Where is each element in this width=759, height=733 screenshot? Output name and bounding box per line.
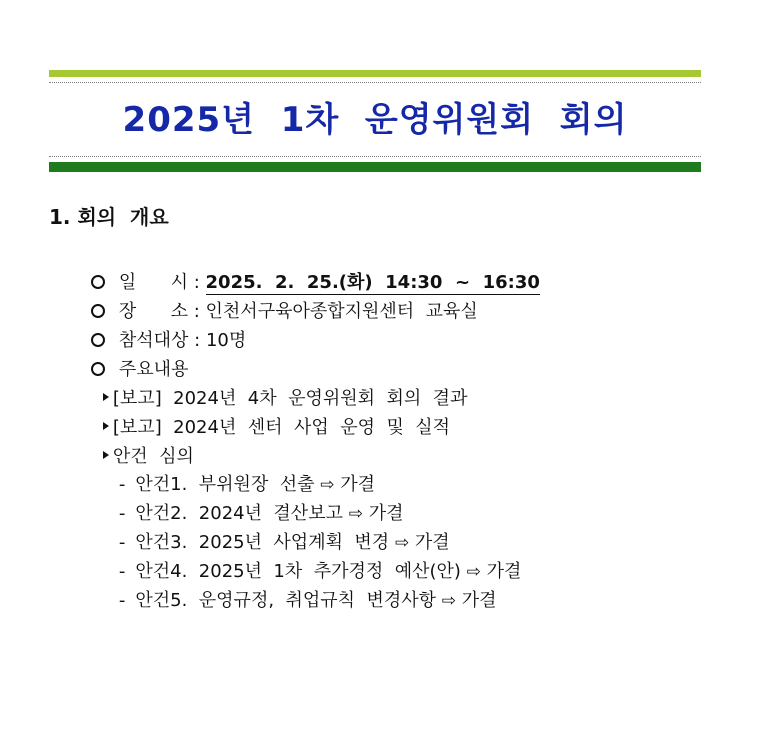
place-value: 인천서구육아종합지원센터 교육실 (205, 301, 478, 322)
right-arrow-icon: ⇨ (320, 475, 335, 495)
dash-bullet: - (118, 474, 126, 495)
header-bottom-bar (49, 162, 701, 172)
dash-bullet: - (118, 532, 126, 553)
place-label: 장 소 : (118, 301, 200, 322)
right-arrow-icon: ⇨ (441, 591, 457, 611)
section-heading: 1. 회의 개요 (49, 205, 169, 229)
report-text: [보고] 2024년 센터 사업 운영 및 실적 (112, 417, 451, 438)
agenda-item-label: 안건1. 부위원장 선출 (135, 474, 315, 495)
agenda-item-result: 가결 (340, 474, 376, 495)
header-dotted-line (49, 156, 701, 157)
report-text: 안건 심의 (112, 446, 194, 467)
agenda-item (96, 565, 497, 637)
agenda-item-result: 가결 (486, 561, 522, 582)
agenda-item-result: 가결 (461, 590, 497, 611)
page-title: 2025년 1차 운영위원회 회의 (122, 100, 628, 140)
header-dotted-line (49, 82, 701, 83)
attendees-label: 참석대상 : (118, 330, 201, 351)
dash-bullet: - (118, 590, 126, 611)
report-text: [보고] 2024년 4차 운영위원회 회의 결과 (112, 388, 468, 409)
dash-bullet: - (118, 561, 126, 582)
agenda-item-result: 가결 (368, 503, 404, 524)
dash-bullet: - (118, 503, 126, 524)
header-top-bar (49, 70, 701, 77)
agenda-item-label: 안건4. 2025년 1차 추가경정 예산(안) (135, 561, 461, 582)
agenda-item-label: 안건2. 2024년 결산보고 (135, 503, 343, 524)
agenda-item-label: 안건5. 운영규정, 취업규칙 변경사항 (135, 590, 437, 611)
agenda-label: 주요내용 (118, 359, 189, 380)
agenda-item-result: 가결 (414, 532, 450, 553)
date-value: 2025. 2. 25.(화) 14:30 ~ 16:30 (205, 272, 540, 293)
date-label: 일 시 : (118, 272, 200, 293)
right-arrow-icon: ⇨ (348, 504, 363, 524)
agenda-item-label: 안건3. 2025년 사업계획 변경 (135, 532, 390, 553)
right-arrow-icon: ⇨ (394, 533, 410, 553)
right-arrow-icon: ⇨ (466, 562, 481, 582)
attendees-value: 10명 (205, 330, 247, 351)
